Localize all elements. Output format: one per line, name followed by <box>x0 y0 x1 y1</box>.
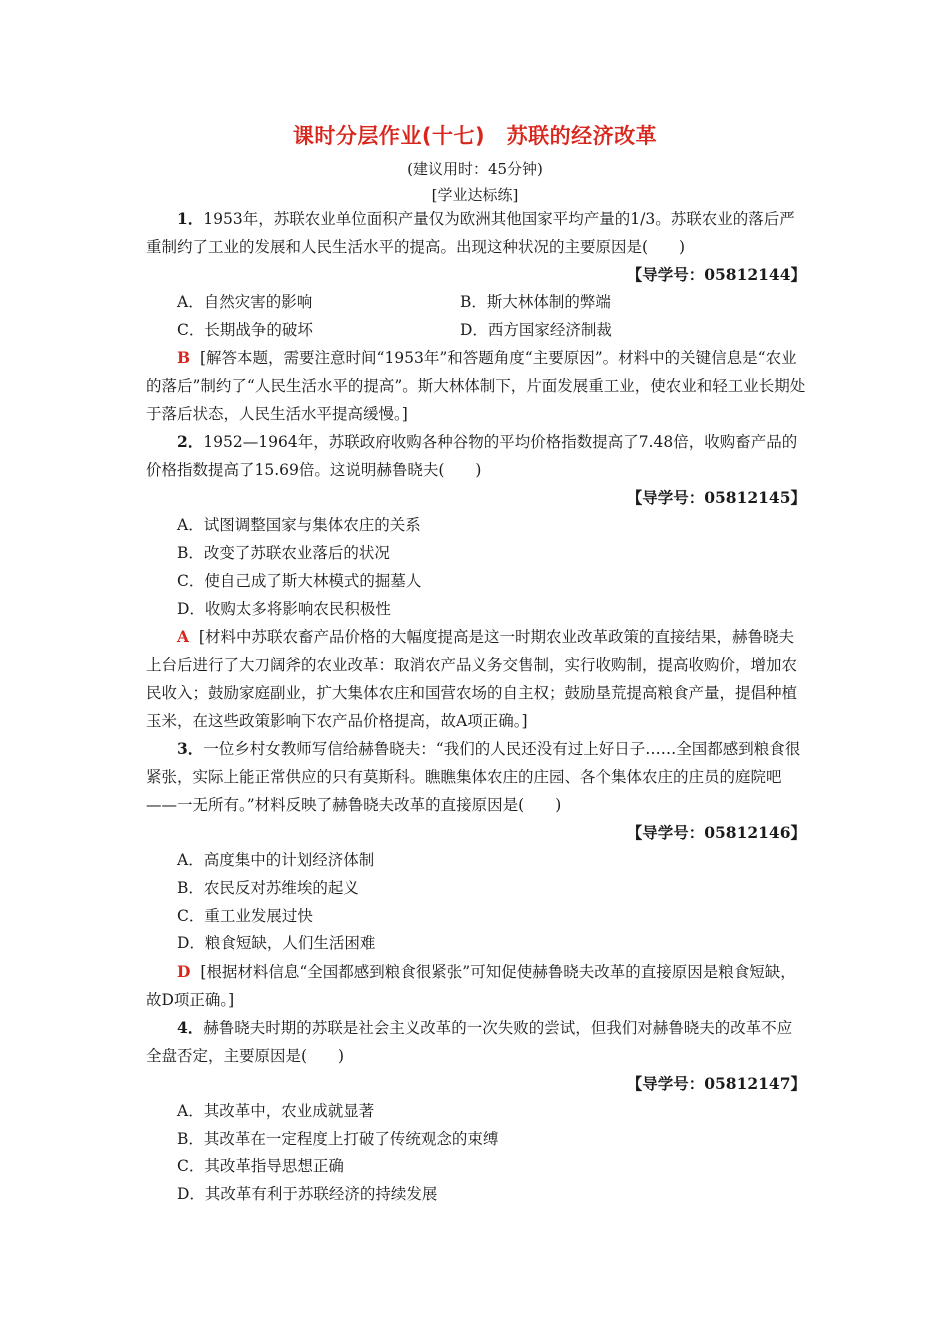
option-d[interactable]: D．其改革有利于苏联经济的持续发展 <box>177 1185 438 1204</box>
option-b[interactable]: B．农民反对苏维埃的起义 <box>177 878 359 897</box>
option-c[interactable]: C．重工业发展过快 <box>177 906 313 925</box>
option-c[interactable]: C．长期战争的破坏 <box>177 320 313 339</box>
guide-number: 【导学号：05812146】 <box>626 823 806 843</box>
question-stem: 3．一位乡村女教师写信给赫鲁晓夫：“我们的人民还没有过上好日子……全国都感到粮食很紧张，实际上能正常供应的只有莫斯科。瞧瞧集体农庄的庄园、各个集体农庄的庄员的庭院吧——一无所有。”材料反映了赫鲁晓夫改革的直接原因是( ) <box>146 739 801 815</box>
guide-number: 【导学号：05812144】 <box>626 265 806 284</box>
option-a[interactable]: A．其改革中，农业成就显著 <box>177 1102 375 1121</box>
option-c[interactable]: C．其改革指导思想正确 <box>177 1157 344 1176</box>
answer-explanation: A [材料中苏联农畜产品价格的大幅度提高是这一时期农业改革政策的直接结果，赫鲁晓夫上台后进行了大刀阔斧的农业改革：取消农产品义务交售制，实行收购制，提高收购价，增加农民收入；鼓励家庭副业，扩大集体农庄和国营农场的自主权；鼓励垦荒提高粮食产量，提倡种植玉米，在这些政策影响下农产品价格提高，故A项正确。] <box>146 627 798 731</box>
answer-explanation: D [根据材料信息“全国都感到粮食很紧张”可知促使赫鲁晓夫改革的直接原因是粮食短缺，故D项正确。] <box>146 962 796 1010</box>
option-d[interactable]: D．收购太多将影响农民积极性 <box>177 599 391 618</box>
question-stem: 2．1952—1964年，苏联政府收购各种谷物的平均价格指数提高了7.48倍，收购畜产品的价格指数提高了15.69倍。这说明赫鲁晓夫( ) <box>146 432 798 480</box>
guide-number: 【导学号：05812145】 <box>626 488 806 508</box>
option-c[interactable]: C．使自己成了斯大林模式的掘墓人 <box>177 571 422 590</box>
guide-number: 【导学号：05812147】 <box>626 1074 806 1094</box>
option-d[interactable]: D．西方国家经济制裁 <box>460 320 612 339</box>
question-stem: 1．1953年，苏联农业单位面积产量仅为欧洲其他国家平均产量的1/3。苏联农业的落后严重制约了工业的发展和人民生活水平的提高。出现这种状况的主要原因是( ) <box>146 209 795 256</box>
page-title: 课时分层作业(十七) 苏联的经济改革 <box>292 124 658 148</box>
question-4 <box>146 1014 806 1209</box>
question-3 <box>146 735 806 1014</box>
option-b[interactable]: B．其改革在一定程度上打破了传统观念的束缚 <box>177 1129 499 1148</box>
question-1 <box>146 205 806 428</box>
question-stem: 4．赫鲁晓夫时期的苏联是社会主义改革的一次失败的尝试，但我们对赫鲁晓夫的改革不应全盘否定，主要原因是( ) <box>146 1018 793 1066</box>
answer-explanation: B [解答本题，需要注意时间“1953年”和答题角度“主要原因”。材料中的关键信息是“农业的落后”制约了“人民生活水平的提高”。斯大林体制下，片面发展重工业，使农业和轻工业长期处于落后状态，人民生活水平提高缓慢。] <box>146 348 806 424</box>
question-2 <box>146 428 806 735</box>
option-a[interactable]: A．自然灾害的影响 <box>177 293 313 311</box>
section-label: [学业达标练] <box>431 186 519 204</box>
option-a[interactable]: A．高度集中的计划经济体制 <box>177 851 375 870</box>
suggested-time: (建议用时：45分钟) <box>407 160 543 178</box>
answer-letter: A <box>177 627 190 647</box>
option-b[interactable]: B．斯大林体制的弊端 <box>460 293 611 311</box>
answer-letter: D <box>177 962 191 982</box>
question-list <box>146 205 806 1209</box>
answer-letter: B <box>177 348 191 368</box>
option-a[interactable]: A．试图调整国家与集体农庄的关系 <box>177 516 421 535</box>
option-b[interactable]: B．改变了苏联农业落后的状况 <box>177 544 390 563</box>
option-d[interactable]: D．粮食短缺，人们生活困难 <box>177 934 376 953</box>
